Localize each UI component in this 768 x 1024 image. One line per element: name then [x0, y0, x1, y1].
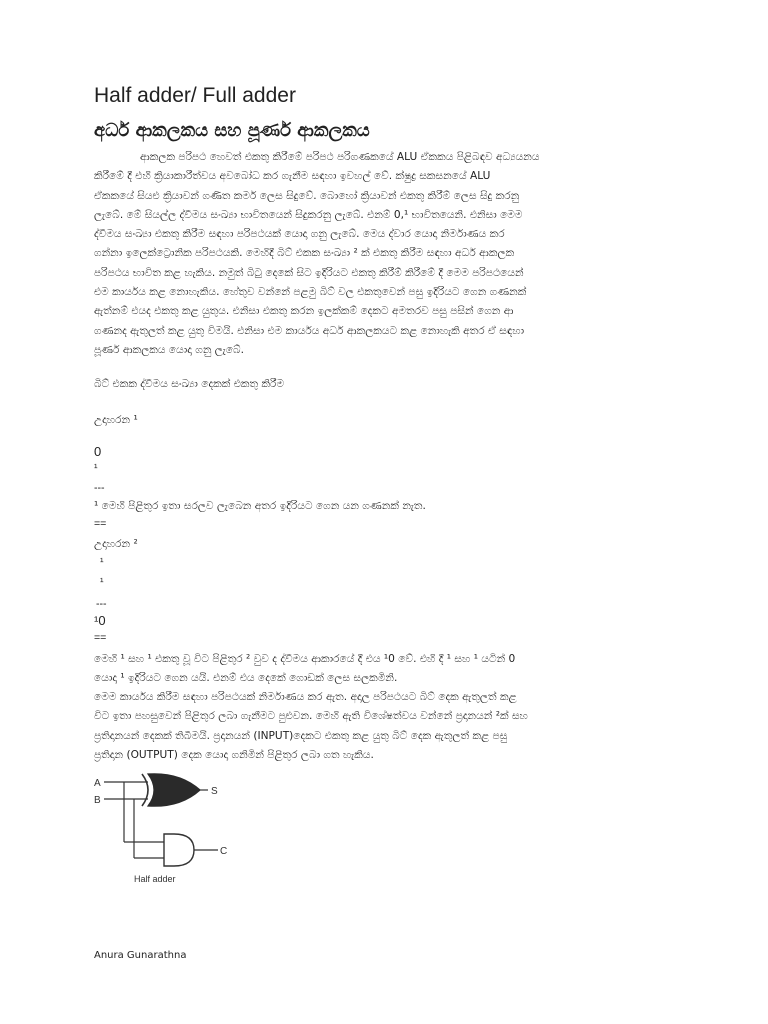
explain-line: යොදා ¹ ඉදිරියට ගෙන යයි. එනම් එය දෙකේ ගොඩක් ලෙස සලකමිනි. [94, 672, 398, 685]
intro-paragraph [94, 148, 736, 360]
explain-paragraph [94, 650, 736, 689]
and-gate [164, 834, 194, 866]
intro-line: ආකලක පරිපථ හෙවත් එකතු කිරීමේ පරිපථ පරිගණකයේ ALU ඒකකය පිළිබඳව අධ්‍යයනය [140, 151, 540, 163]
intro-line: ලැබේ. මේ සියල්ල ද්වීමය සංඛ්‍යා භාවිතයෙන් සිදුකරනු ලැබේ. එනම් 0,¹ භාවිතයෙනි. එනිසා මෙම [94, 208, 523, 221]
explain-line: මෙහි ¹ සහ ¹ එකතු වූ විට පිළිතුර ² වුව ද ද්වීමය ආකාරයේ දී එය ¹0 වේ. එහි දී ¹ සහ ¹ යටින් 0 [94, 653, 516, 665]
example1-double-rule: == [94, 518, 107, 530]
example1-operand-b: ¹ [94, 462, 98, 474]
example1-rule: --- [94, 482, 105, 494]
intro-line: ගණනද ඇතුලත් කළ යුතු විමයි. එනිසා එම කාර්යය අර්ධ ආකලකයට කළ නොහැකි අතර ඒ සඳහා [94, 324, 525, 337]
example2-double-rule: == [94, 632, 107, 644]
intro-line: එම කාර්යය කළ නොහැකිය. හේතුව වන්නේ පළමු බිට් වල එකතුවෙන් පසු ඉදිරියට ගෙන ගණනක් [94, 286, 527, 299]
input-b-label: B [94, 795, 101, 806]
author-footer: Anura Gunarathna [94, 950, 187, 961]
example2-operand-b: ¹ [100, 576, 104, 588]
circuit-line: ප්‍රතිදානයන් දෙකක් තිබීමයි. ප්‍රදානයන් (INPUT)දෙකට එකතු කළ යුතු බිට් දෙක ඇතුලත් කළ පසු [94, 729, 508, 742]
input-a-label: A [94, 778, 101, 789]
half-adder-diagram [90, 770, 250, 890]
circuit-line: විට ඉතා පහසුවෙන් පිළිතුර ලබා ගැනීමට පුළුවන. මෙහි ඇති විශේෂත්වය වන්නේ ප්‍රදානයන් ²ක් සහ [94, 710, 528, 723]
page-title: Half adder/ Full adder [94, 84, 296, 107]
intro-line: පූර්ණ ආකලකය යොදා ගනු ලැබේ. [94, 343, 244, 356]
output-s-label: S [211, 786, 218, 797]
circuit-paragraph [94, 688, 736, 765]
example2-rule: --- [96, 598, 107, 610]
xor-gate [148, 774, 200, 806]
binary-heading: බිට් එකක ද්වීමය සංඛ්‍යා දෙකක් එකතු කිරීම [94, 378, 285, 390]
xor-input-curve [142, 774, 148, 806]
example2-label: උදාහරන ² [94, 538, 138, 550]
intro-line: ද්වීමය සංඛ්‍යා එකතු කිරීම සඳහා පරිපථයක් යොදා ගනු ලැබේ. මෙය ද්වාර යොදා නිර්මාණය කර [94, 228, 505, 241]
intro-line: පරිපථය භාවිත කළ හැකිය. නමුත් බිටු දෙකේ සිට ඉදිරියට එකතු කිරීම් කිරීමේ දී මෙම පරිපථයෙන් [94, 266, 524, 279]
intro-line: ඒකකයේ සියළු ක්‍රියාවන් ගණිත කර්ම ලෙස සිදුවේ. බොහෝ ක්‍රියාවන් එකතු කිරීම් ලෙස සිදු කරනු [94, 189, 520, 202]
page-subtitle: අර්ධ ආකලකය සහ පූර්ණ ආකලකය [94, 120, 370, 141]
output-c-label: C [220, 846, 228, 857]
example2-result: ¹0 [94, 613, 106, 628]
example1-result-note: ¹ මෙහි පිළිතුර ඉතා සරලව ලැබෙන අතර ඉදිරියට ගෙන යන ගණනක් නැත. [94, 500, 426, 512]
intro-line: කිරීමේ දී එහි ක්‍රියාකාරීත්වය අවබෝධ කර ගැනීම සඳහා ඉවහල් වේ. ක්ෂුද්‍ර සකසනයේ ALU [94, 170, 491, 183]
example1-operand-a: 0 [94, 444, 102, 459]
example2-operand-a: ¹ [100, 556, 104, 568]
diagram-caption: Half adder [134, 874, 176, 884]
intro-line: ගන්නා ඉලෙක්ට්‍රොනික පරිපථයකි. මෙහිදී බිට් එකක සංඛ්‍යා ² ක් එකතු කිරීම සඳහා අර්ධ ආකලක [94, 247, 515, 260]
circuit-line: මෙම කාර්යය කිරීම සඳහා පරිපථයක් නිර්මාණය කර ඇත. අදාල පරිපථයට බිට් දෙක ඇතුලත් කළ [94, 691, 517, 703]
circuit-line: ප්‍රතිදාන (OUTPUT) දෙක යොදා ගනිමින් පිළිතුර ලබා ගත හැකිය. [94, 748, 374, 761]
intro-line: ඇත්නම් එයද එකතු කළ යුතුය. එනිසා එකතු කරන ඉලක්කම් දෙකට අමතරව පසු පසින් ගෙන ආ [94, 305, 514, 318]
example1-label: උදාහරන ¹ [94, 414, 138, 426]
